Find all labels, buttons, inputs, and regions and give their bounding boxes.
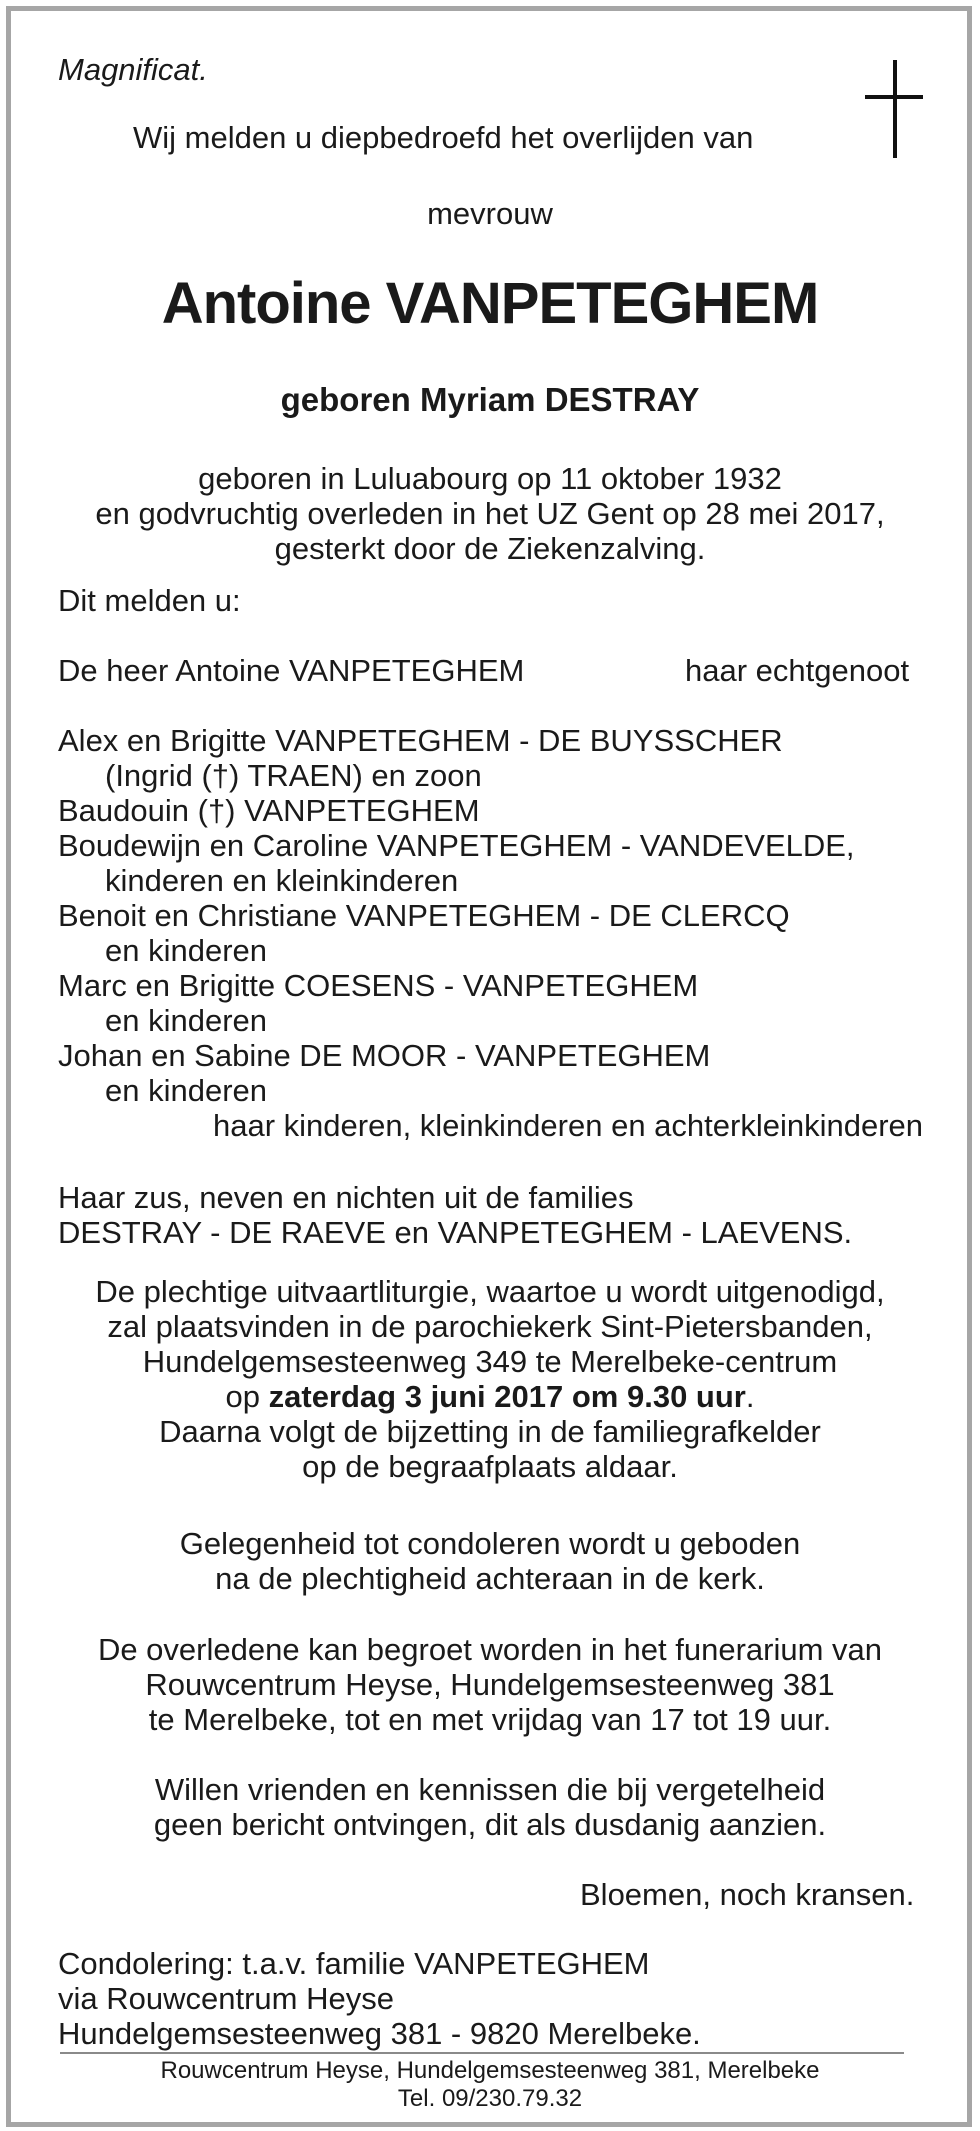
intro-text: Wij melden u diepbedroefd het overlijden van [133, 120, 754, 155]
family-line: en kinderen [105, 933, 268, 968]
service-line: zal plaatsvinden in de parochiekerk Sint-Pietersbanden, [107, 1309, 873, 1344]
cross-icon-bar [865, 95, 923, 99]
family-line: Benoit en Christiane VANPETEGHEM - DE CLERCQ [58, 898, 790, 933]
footer-line: Tel. 09/230.79.32 [397, 2085, 583, 2112]
family-line: en kinderen [105, 1073, 268, 1108]
cross-icon [893, 60, 897, 158]
family-line: Alex en Brigitte VANPETEGHEM - DE BUYSSCHER [58, 723, 783, 758]
service-line: op de begraafplaats aldaar. [302, 1449, 678, 1484]
bio-line: geboren in Luluabourg op 11 oktober 1932 [198, 461, 782, 496]
dit-melden: Dit melden u: [58, 583, 241, 618]
address-line: Condolering: t.a.v. familie VANPETEGHEM [58, 1946, 650, 1981]
viewing-line: De overledene kan begroet worden in het funerarium van [97, 1632, 883, 1667]
address-line: Hundelgemsesteenweg 381 - 9820 Merelbeke. [58, 2016, 701, 2051]
service-date-prefix: op [225, 1379, 269, 1414]
relatives-line: DESTRAY - DE RAEVE en VANPETEGHEM - LAEVENS. [58, 1215, 853, 1250]
title-text: mevrouw [427, 196, 553, 231]
address-line: via Rouwcentrum Heyse [58, 1981, 394, 2016]
service-date-line [0, 1379, 980, 1415]
spouse-role: haar echtgenoot [685, 653, 910, 688]
viewing-line: te Merelbeke, tot en met vrijdag van 17 tot 19 uur. [148, 1702, 832, 1737]
family-line: en kinderen [105, 1003, 268, 1038]
family-line: Baudouin (†) VANPETEGHEM [58, 793, 480, 828]
service-date-suffix: . [745, 1379, 755, 1414]
deceased-name: Antoine VANPETEGHEM [161, 271, 819, 336]
flowers-note: Bloemen, noch kransen. [580, 1877, 915, 1912]
family-role: haar kinderen, kleinkinderen en achterkleinkinderen [213, 1108, 924, 1143]
friends-line: Willen vrienden en kennissen die bij vergetelheid [154, 1772, 826, 1807]
service-date: zaterdag 3 juni 2017 om 9.30 uur [268, 1379, 746, 1414]
family-line: kinderen en kleinkinderen [105, 863, 459, 898]
footer-line: Rouwcentrum Heyse, Hundelgemsesteenweg 381, Merelbeke [160, 2057, 820, 2084]
service-line: Hundelgemsesteenweg 349 te Merelbeke-centrum [142, 1344, 838, 1379]
friends-line: geen bericht ontvingen, dit als dusdanig aanzien. [153, 1807, 827, 1842]
family-line: (Ingrid (†) TRAEN) en zoon [105, 758, 482, 793]
birth-name: geboren Myriam DESTRAY [280, 381, 700, 418]
family-line: Marc en Brigitte COESENS - VANPETEGHEM [58, 968, 699, 1003]
family-line: Johan en Sabine DE MOOR - VANPETEGHEM [58, 1038, 711, 1073]
service-line: Daarna volgt de bijzetting in de familiegrafkelder [159, 1414, 821, 1449]
family-line: Boudewijn en Caroline VANPETEGHEM - VANDEVELDE, [58, 828, 855, 863]
relatives-line: Haar zus, neven en nichten uit de families [58, 1180, 634, 1215]
viewing-line: Rouwcentrum Heyse, Hundelgemsesteenweg 381 [145, 1667, 835, 1702]
condolence-line: Gelegenheid tot condoleren wordt u geboden [179, 1526, 801, 1561]
bio-line: en godvruchtig overleden in het UZ Gent op 28 mei 2017, [95, 496, 885, 531]
condolence-line: na de plechtigheid achteraan in de kerk. [215, 1561, 765, 1596]
service-line: De plechtige uitvaartliturgie, waartoe u wordt uitgenodigd, [95, 1274, 885, 1309]
spouse-name: De heer Antoine VANPETEGHEM [58, 653, 525, 688]
bio-line: gesterkt door de Ziekenzalving. [274, 531, 706, 566]
motto: Magnificat. [58, 52, 208, 87]
footer-divider [60, 2052, 904, 2054]
